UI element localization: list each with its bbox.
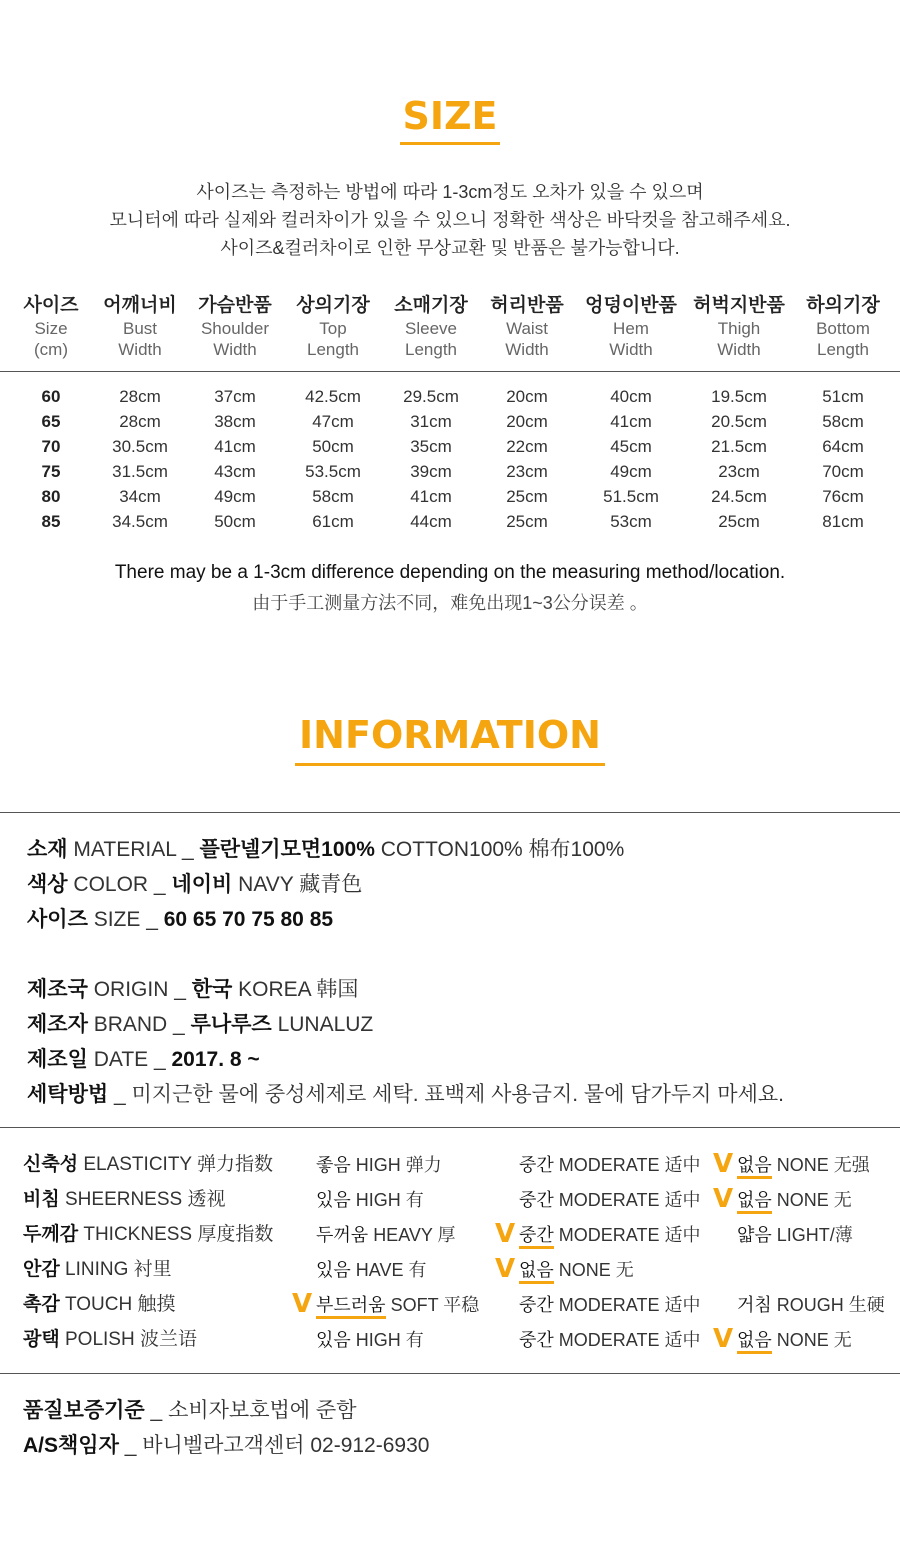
option-korean: 얇음 <box>737 1225 772 1245</box>
option-korean: 있음 <box>316 1190 351 1210</box>
option-english: NONE 无强 <box>776 1155 870 1175</box>
measurement-cell: 25cm <box>506 487 548 506</box>
characteristic-label-korean: 광택 <box>23 1329 60 1350</box>
table-row <box>0 484 900 509</box>
characteristic-row <box>0 1185 900 1215</box>
characteristic-row <box>0 1150 900 1180</box>
measurement-cell: 61cm <box>312 512 354 531</box>
characteristic-label-english: TOUCH 触摸 <box>65 1294 176 1315</box>
option-english: NONE 无 <box>776 1330 852 1350</box>
measurement-cell: 20cm <box>506 412 548 431</box>
info-label-english: COLOR _ <box>73 873 172 896</box>
option <box>316 1150 442 1180</box>
quality-standard-value: _ 소비자보호법에 준함 <box>144 1399 357 1422</box>
column-header-english: Width <box>717 340 761 359</box>
info-label-korean: 제조일 <box>27 1048 88 1071</box>
option-english: HIGH 有 <box>355 1190 424 1210</box>
column-header <box>576 294 686 360</box>
option-english: MODERATE 适中 <box>558 1225 701 1245</box>
table-row <box>0 384 900 409</box>
measurement-cell: 43cm <box>214 462 256 481</box>
check-mark-icon: V <box>713 1324 734 1354</box>
option-korean: 없음 <box>737 1155 772 1179</box>
info-label-korean: 제조자 <box>27 1013 88 1036</box>
info-value: LUNALUZ <box>277 1013 374 1036</box>
column-header-korean: 상의기장 <box>296 295 370 316</box>
column-header-korean: 허벅지반품 <box>693 295 785 316</box>
option-english: HAVE 有 <box>355 1260 427 1280</box>
info-line <box>27 905 333 935</box>
info-value-korean: 60 65 70 75 80 85 <box>163 908 334 931</box>
notice-line: 사이즈&컬러차이로 인한 무상교환 및 반품은 불가능합니다. <box>220 238 680 258</box>
size-heading <box>0 94 900 145</box>
info-label-english: SIZE _ <box>93 908 164 931</box>
measurement-cell: 51cm <box>822 387 864 406</box>
characteristic-label <box>23 1185 225 1215</box>
option-korean: 두꺼움 <box>316 1225 369 1245</box>
characteristic-row <box>0 1220 900 1250</box>
column-header-english: Bust <box>122 319 158 338</box>
characteristic-label-english: LINING 衬里 <box>65 1259 172 1280</box>
info-value-korean: 2017. 8 ~ <box>171 1048 260 1071</box>
characteristic-label-korean: 안감 <box>23 1259 60 1280</box>
measurement-cell: 41cm <box>610 412 652 431</box>
characteristic-label <box>23 1290 175 1320</box>
option-korean: 중간 <box>519 1225 554 1249</box>
info-line <box>27 1080 784 1110</box>
size-label-cell: 60 <box>41 387 61 406</box>
check-mark-icon: V <box>495 1219 516 1249</box>
check-mark-icon: V <box>292 1289 313 1319</box>
selected-option <box>737 1185 852 1215</box>
check-mark-icon: V <box>713 1149 734 1179</box>
option-korean: 중간 <box>519 1295 554 1315</box>
table-row <box>0 409 900 434</box>
size-notice <box>0 178 900 262</box>
size-note-chinese: 由于手工测量方法不同，难免出现1~3公分误差 。 <box>252 593 648 613</box>
column-header-korean: 어깨너비 <box>103 295 177 316</box>
characteristic-label-english: SHEERNESS 透视 <box>65 1189 226 1210</box>
characteristic-row <box>0 1325 900 1355</box>
characteristic-label-korean: 두께감 <box>23 1224 79 1245</box>
measurement-cell: 31cm <box>410 412 452 431</box>
option <box>316 1185 424 1215</box>
measurement-cell: 20cm <box>506 387 548 406</box>
measurement-cell: 21.5cm <box>711 437 767 456</box>
measurement-cell: 49cm <box>610 462 652 481</box>
divider <box>0 1127 900 1128</box>
column-header <box>684 294 794 360</box>
quality-standard-label: 품질보증기준 <box>23 1399 145 1422</box>
size-note-english: There may be a 1-3cm difference depending on the measuring method/location. <box>114 562 786 583</box>
column-header-english: (cm) <box>34 340 68 359</box>
option-english: SOFT 平稳 <box>390 1295 480 1315</box>
measurement-cell: 34cm <box>119 487 161 506</box>
measurement-cell: 37cm <box>214 387 256 406</box>
info-value: NAVY 藏青色 <box>238 873 363 896</box>
column-header <box>180 294 290 360</box>
measurement-cell: 50cm <box>312 437 354 456</box>
info-label-english: ORIGIN _ <box>93 978 192 1001</box>
information-title: INFORMATION <box>295 713 605 766</box>
option-korean: 없음 <box>519 1260 554 1284</box>
option <box>316 1255 426 1285</box>
selected-option <box>519 1255 634 1285</box>
information-heading <box>0 713 900 766</box>
measurement-cell: 22cm <box>506 437 548 456</box>
option-english: LIGHT/薄 <box>776 1225 853 1245</box>
measurement-cell: 23cm <box>718 462 760 481</box>
column-header <box>788 294 898 360</box>
column-header <box>472 294 582 360</box>
size-label-cell: 80 <box>41 487 61 506</box>
check-mark-icon: V <box>495 1254 516 1284</box>
column-header-english: Sleeve <box>405 319 457 338</box>
info-label-korean: 사이즈 <box>27 908 88 931</box>
column-header-english: Top <box>319 319 347 338</box>
characteristic-label <box>23 1150 273 1180</box>
as-contact <box>23 1431 429 1461</box>
characteristic-label-english: ELASTICITY 弹力指数 <box>83 1154 274 1175</box>
measurement-cell: 76cm <box>822 487 864 506</box>
column-header-korean: 하의기장 <box>806 295 880 316</box>
option <box>519 1290 700 1320</box>
measurement-cell: 51.5cm <box>603 487 659 506</box>
column-header-korean: 엉덩이반품 <box>585 295 677 316</box>
column-header-korean: 사이즈 <box>23 295 79 316</box>
option-english: MODERATE 适中 <box>558 1295 701 1315</box>
column-header-korean: 가슴반품 <box>198 295 272 316</box>
option <box>737 1290 885 1320</box>
info-label-english: MATERIAL _ <box>73 838 200 861</box>
measurement-cell: 23cm <box>506 462 548 481</box>
column-header-english: Width <box>118 340 162 359</box>
column-header <box>85 294 195 360</box>
info-line <box>27 870 362 900</box>
column-header-english: Thigh <box>717 319 761 338</box>
measurement-cell: 41cm <box>214 437 256 456</box>
characteristic-label-korean: 촉감 <box>23 1294 60 1315</box>
column-header-korean: 허리반품 <box>490 295 564 316</box>
column-header-english: Width <box>609 340 653 359</box>
column-header-english: Length <box>405 340 457 359</box>
size-table-header <box>0 294 900 364</box>
option <box>519 1185 700 1215</box>
measurement-cell: 34.5cm <box>112 512 168 531</box>
option-korean: 없음 <box>737 1190 772 1214</box>
check-mark-icon: V <box>713 1184 734 1214</box>
option-english: HIGH 弹力 <box>355 1155 442 1175</box>
table-row <box>0 509 900 534</box>
characteristic-label <box>23 1255 172 1285</box>
option-english: ROUGH 生硬 <box>776 1295 885 1315</box>
measurement-cell: 49cm <box>214 487 256 506</box>
info-line <box>27 1010 373 1040</box>
column-header-english: Shoulder <box>200 319 270 338</box>
measurement-cell: 58cm <box>822 412 864 431</box>
measurement-cell: 40cm <box>610 387 652 406</box>
option-english: HIGH 有 <box>355 1330 424 1350</box>
divider <box>0 812 900 813</box>
option-korean: 있음 <box>316 1330 351 1350</box>
info-value-korean: 한국 <box>191 978 233 1001</box>
column-header-english: Length <box>817 340 869 359</box>
column-header-korean: 소매기장 <box>394 295 468 316</box>
selected-option <box>737 1325 852 1355</box>
info-label-english: _ <box>114 1083 132 1106</box>
characteristic-label-english: THICKNESS 厚度指数 <box>83 1224 274 1245</box>
notice-line: 사이즈는 측정하는 방법에 따라 1-3cm정도 오차가 있을 수 있으며 <box>196 182 704 202</box>
info-value-korean: 플란넬기모면100% <box>199 838 375 861</box>
measurement-cell: 47cm <box>312 412 354 431</box>
characteristic-row <box>0 1255 900 1285</box>
column-header-english: Length <box>307 340 359 359</box>
size-title: SIZE <box>400 94 499 145</box>
notice-line: 모니터에 따라 실제와 컬러차이가 있을 수 있으니 정확한 색상은 바닥컷을 참고해주세요. <box>109 210 791 230</box>
as-contact-label: A/S책임자 <box>23 1434 119 1457</box>
measurement-cell: 19.5cm <box>711 387 767 406</box>
option-english: MODERATE 适中 <box>558 1330 701 1350</box>
option-korean: 중간 <box>519 1155 554 1175</box>
info-value: 미지근한 물에 중성세제로 세탁. 표백제 사용금지. 물에 담가두지 마세요. <box>131 1083 784 1106</box>
measurement-cell: 39cm <box>410 462 452 481</box>
info-value-korean: 네이비 <box>171 873 233 896</box>
measurement-cell: 53.5cm <box>305 462 361 481</box>
option-english: HEAVY 厚 <box>373 1225 456 1245</box>
measurement-cell: 20.5cm <box>711 412 767 431</box>
table-row <box>0 434 900 459</box>
selected-option <box>737 1150 870 1180</box>
measurement-cell: 41cm <box>410 487 452 506</box>
info-label-korean: 색상 <box>27 873 68 896</box>
info-value: COTTON100% 棉布100% <box>380 838 625 861</box>
divider <box>0 1373 900 1374</box>
measurement-cell: 50cm <box>214 512 256 531</box>
option <box>519 1150 700 1180</box>
measurement-cell: 30.5cm <box>112 437 168 456</box>
characteristic-label-english: POLISH 波兰语 <box>65 1329 197 1350</box>
characteristic-label <box>23 1325 197 1355</box>
column-header-english: Hem <box>613 319 649 338</box>
measurement-cell: 28cm <box>119 412 161 431</box>
column-header <box>376 294 486 360</box>
measurement-cell: 81cm <box>822 512 864 531</box>
info-label-korean: 세탁방법 <box>27 1083 109 1106</box>
option <box>316 1325 424 1355</box>
option-english: MODERATE 适中 <box>558 1190 701 1210</box>
option-english: MODERATE 适中 <box>558 1155 701 1175</box>
option-korean: 거침 <box>737 1295 772 1315</box>
option-english: NONE 无 <box>776 1190 852 1210</box>
size-label-cell: 75 <box>41 462 61 481</box>
as-contact-value: _ 바니벨라고객센터 02-912-6930 <box>118 1434 430 1457</box>
measurement-cell: 70cm <box>822 462 864 481</box>
option-korean: 있음 <box>316 1260 351 1280</box>
info-line <box>27 835 624 865</box>
size-label-cell: 65 <box>41 412 61 431</box>
info-label-korean: 소재 <box>27 838 68 861</box>
option-english: NONE 无 <box>558 1260 634 1280</box>
option-korean: 없음 <box>737 1330 772 1354</box>
info-value-korean: 루나루즈 <box>190 1013 272 1036</box>
option-korean: 부드러움 <box>316 1295 386 1319</box>
column-header-english: Waist <box>506 319 548 338</box>
size-label-cell: 85 <box>41 512 61 531</box>
selected-option <box>519 1220 700 1250</box>
measurement-cell: 35cm <box>410 437 452 456</box>
option <box>737 1220 853 1250</box>
table-row <box>0 459 900 484</box>
selected-option <box>316 1290 479 1320</box>
option-korean: 좋음 <box>316 1155 351 1175</box>
measurement-cell: 45cm <box>610 437 652 456</box>
info-line <box>27 975 358 1005</box>
measurement-cell: 53cm <box>610 512 652 531</box>
characteristic-label <box>23 1220 273 1250</box>
option-korean: 중간 <box>519 1330 554 1350</box>
column-header-english: Size <box>34 319 68 338</box>
option <box>519 1325 700 1355</box>
characteristic-row <box>0 1290 900 1320</box>
size-table-divider <box>0 371 900 372</box>
characteristic-label-korean: 신축성 <box>23 1154 79 1175</box>
measurement-cell: 28cm <box>119 387 161 406</box>
measurement-cell: 25cm <box>506 512 548 531</box>
column-header <box>278 294 388 360</box>
column-header-english: Width <box>213 340 257 359</box>
measurement-cell: 25cm <box>718 512 760 531</box>
column-header-english: Bottom <box>816 319 870 338</box>
quality-standard <box>23 1396 356 1426</box>
measurement-cell: 38cm <box>214 412 256 431</box>
measurement-cell: 29.5cm <box>403 387 459 406</box>
column-header-english: Width <box>505 340 549 359</box>
measurement-cell: 31.5cm <box>112 462 168 481</box>
option-korean: 중간 <box>519 1190 554 1210</box>
measurement-cell: 58cm <box>312 487 354 506</box>
characteristic-label-korean: 비침 <box>23 1189 60 1210</box>
measurement-cell: 42.5cm <box>305 387 361 406</box>
info-label-english: BRAND _ <box>93 1013 191 1036</box>
info-label-korean: 제조국 <box>27 978 88 1001</box>
size-label-cell: 70 <box>41 437 61 456</box>
measurement-cell: 24.5cm <box>711 487 767 506</box>
info-line <box>27 1045 260 1075</box>
info-value: KOREA 韩国 <box>238 978 359 1001</box>
option <box>316 1220 456 1250</box>
measurement-cell: 44cm <box>410 512 452 531</box>
info-label-english: DATE _ <box>93 1048 172 1071</box>
measurement-cell: 64cm <box>822 437 864 456</box>
